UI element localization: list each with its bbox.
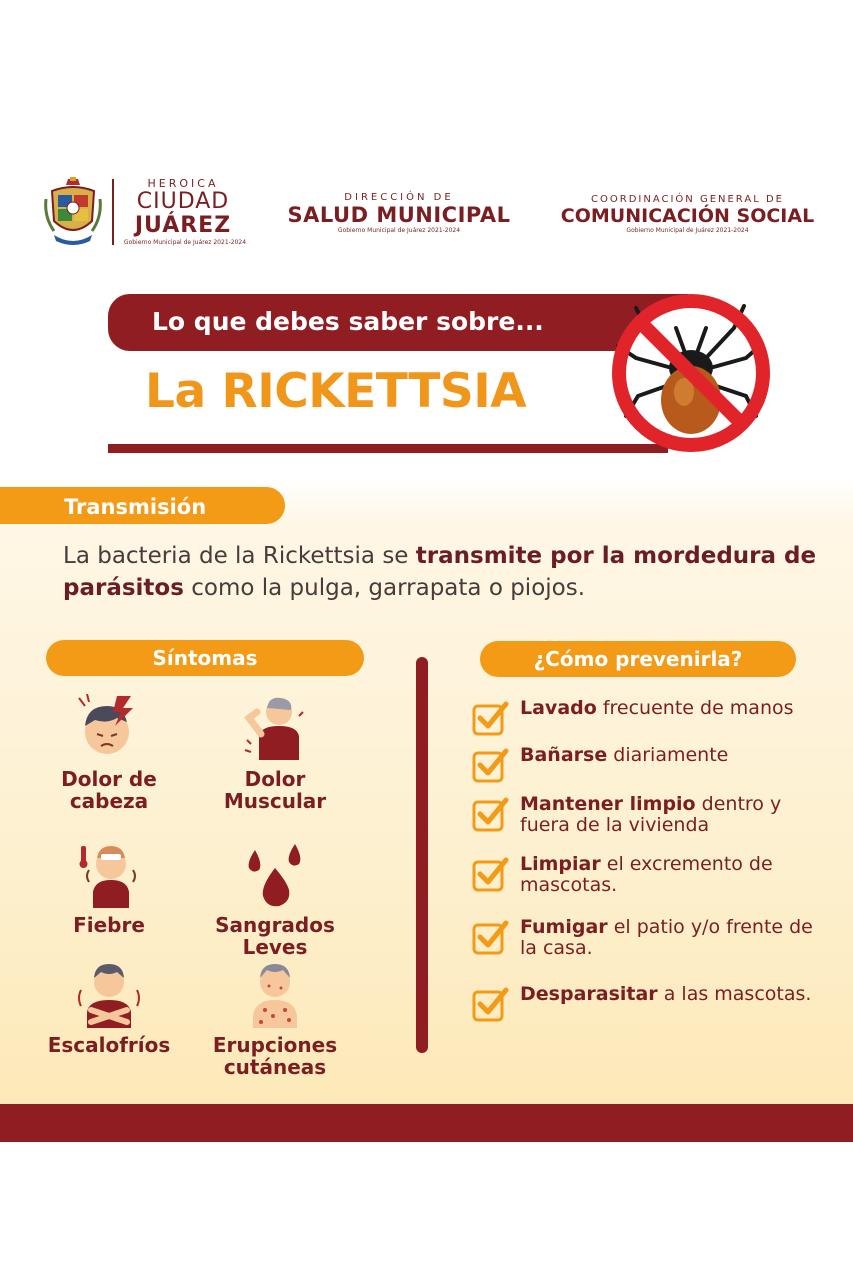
blood-drops-icon [243, 840, 307, 908]
symptom-label: Erupciones cutáneas [212, 1033, 338, 1079]
title-pre: Lo que debes saber sobre... [152, 307, 544, 336]
logo-divider [112, 179, 114, 245]
symptom-label: Dolor de cabeza [61, 767, 157, 813]
salud-top: DIRECCIÓN DE [344, 192, 454, 203]
logo-comunicacion-social [550, 177, 825, 234]
symptom-headache [24, 694, 194, 812]
logo-ciudad: CIUDAD [136, 189, 230, 214]
transmision-text-c: como la pulga, garrapata o piojos. [183, 575, 586, 601]
checkbox-icon [472, 747, 510, 783]
sintomas-pill: Síntomas [46, 640, 364, 676]
checkbox-icon [472, 700, 510, 736]
symptom-bleeding [190, 840, 360, 958]
symptom-fever [24, 840, 194, 936]
fever-icon [77, 840, 141, 908]
muscle-pain-icon [243, 694, 307, 762]
symptom-label: Escalofríos [47, 1033, 171, 1057]
transmision-text-bold: transmite por la mordedura de parásitos [63, 543, 817, 601]
prevention-text: Lavado frecuente de manos [520, 697, 794, 719]
logo-juarez: JUÁREZ [134, 213, 232, 238]
comsoc-top: COORDINACIÓN GENERAL DE [591, 194, 784, 205]
logo-heroica: HEROICA [147, 177, 219, 190]
salud-gobierno: Gobierno Municipal de Juárez 2021-2024 [337, 227, 461, 234]
transmision-label: Transmisión [64, 495, 207, 519]
symptom-label: Sangrados Leves [215, 913, 335, 959]
transmision-text [63, 540, 843, 604]
title-underline [108, 444, 668, 453]
title-main: La RICKETTSIA [145, 364, 527, 419]
checkbox-icon [472, 919, 510, 955]
prevention-text: Fumigar el patio y/o frente de la casa. [520, 916, 813, 959]
poster [0, 160, 853, 1142]
checkbox-icon [472, 856, 510, 892]
logo-salud-municipal [284, 177, 514, 234]
prevention-text: Mantener limpio dentro y fuera de la vivienda [520, 793, 782, 836]
comsoc-main: COMUNICACIÓN SOCIAL [560, 205, 815, 227]
bottom-band [0, 1104, 853, 1142]
symptom-label: Fiebre [73, 913, 145, 937]
chills-icon [77, 960, 141, 1028]
symptom-rash [190, 960, 360, 1078]
transmision-text-a: La bacteria de la Rickettsia se [63, 543, 416, 569]
prevention-text: Bañarse diariamente [520, 744, 729, 766]
checkbox-icon [472, 986, 510, 1022]
prevention-text: Desparasitar a las mascotas. [520, 983, 812, 1005]
salud-main: SALUD MUNICIPAL [287, 203, 511, 227]
rash-icon [243, 960, 307, 1028]
logo-ciudad-juarez [44, 177, 254, 267]
coat-of-arms-icon [44, 177, 102, 249]
prevencion-pill: ¿Cómo prevenirla? [480, 641, 796, 677]
comsoc-gobierno: Gobierno Municipal de Juárez 2021-2024 [626, 227, 749, 234]
logo-gobierno: Gobierno Municipal de Juárez 2021-2024 [123, 239, 247, 246]
no-tick-icon [606, 288, 776, 458]
symptom-chills [24, 960, 194, 1056]
checkbox-icon [472, 796, 510, 832]
symptom-label: Dolor Muscular [223, 767, 327, 813]
column-divider [416, 657, 428, 1053]
symptom-muscle-pain [190, 694, 360, 812]
headache-icon [77, 694, 141, 762]
prevention-text: Limpiar el excremento de mascotas. [520, 853, 773, 896]
